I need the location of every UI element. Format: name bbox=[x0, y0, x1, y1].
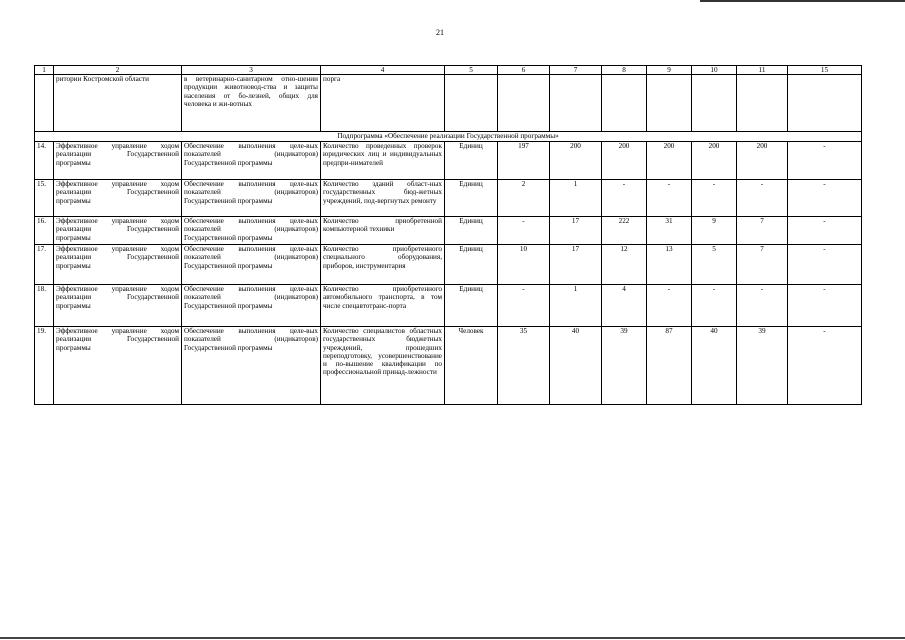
cell-v7: 17 bbox=[550, 245, 602, 285]
cell-v11: 39 bbox=[737, 327, 788, 405]
header-cell: 15 bbox=[788, 66, 862, 75]
cell-v9: 31 bbox=[647, 217, 692, 245]
header-cell: 9 bbox=[647, 66, 692, 75]
cell-num: 14. bbox=[35, 142, 54, 180]
cell-v11: 7 bbox=[737, 217, 788, 245]
cell-v7: 200 bbox=[550, 142, 602, 180]
cell-indicator: Количество зданий област-ных государственных бюд-жетных учреждений, под-вергнутых ремонту bbox=[321, 180, 445, 217]
cell-v8: 4 bbox=[602, 285, 647, 327]
cell-num: 18. bbox=[35, 285, 54, 327]
cell-v7: 1 bbox=[550, 180, 602, 217]
continuation-task: в ветеринарно-санитарном отно-шении продукции животновод-ства и защиты населения от бо-лезней, общих для человека и жи-вотных bbox=[182, 75, 321, 132]
cell-v8: 222 bbox=[602, 217, 647, 245]
cell-v8: - bbox=[602, 180, 647, 217]
cell-task: Обеспечение выполнения целе-вых показателей (индикаторов) Государственной программы bbox=[182, 327, 321, 405]
cell-task: Обеспечение выполнения целе-вых показателей (индикаторов) Государственной программы bbox=[182, 142, 321, 180]
header-cell: 6 bbox=[498, 66, 550, 75]
cell-num: 15. bbox=[35, 180, 54, 217]
header-cell: 2 bbox=[54, 66, 182, 75]
cell-unit: Единиц bbox=[445, 245, 498, 285]
cell-goal: Эффективное управление ходом реализации Государственной программы bbox=[54, 217, 182, 245]
cell-goal: Эффективное управление ходом реализации Государственной программы bbox=[54, 142, 182, 180]
cell-unit: Единиц bbox=[445, 217, 498, 245]
cell-task: Обеспечение выполнения целе-вых показателей (индикаторов) Государственной программы bbox=[182, 245, 321, 285]
cell-num: 17. bbox=[35, 245, 54, 285]
header-cell: 10 bbox=[692, 66, 737, 75]
cell-v11: - bbox=[737, 180, 788, 217]
header-cell: 4 bbox=[321, 66, 445, 75]
cell-v11: 7 bbox=[737, 245, 788, 285]
cell-v15: - bbox=[788, 142, 862, 180]
cell-v6: 197 bbox=[498, 142, 550, 180]
table-body bbox=[35, 142, 862, 405]
cell-v11: 200 bbox=[737, 142, 788, 180]
subprogram-row bbox=[35, 132, 862, 142]
cell-goal: Эффективное управление ходом реализации Государственной программы bbox=[54, 245, 182, 285]
continuation-indicator: порга bbox=[321, 75, 445, 132]
top-edge-line bbox=[700, 0, 905, 2]
cell-v10: 200 bbox=[692, 142, 737, 180]
cell-v9: - bbox=[647, 180, 692, 217]
cell-task: Обеспечение выполнения целе-вых показателей (индикаторов) Государственной программы bbox=[182, 180, 321, 217]
header-cell: 3 bbox=[182, 66, 321, 75]
cell-num: 16. bbox=[35, 217, 54, 245]
cell-v6: 2 bbox=[498, 180, 550, 217]
cell-v15: - bbox=[788, 327, 862, 405]
indicators-table bbox=[34, 65, 862, 405]
cell-goal: Эффективное управление ходом реализации Государственной программы bbox=[54, 180, 182, 217]
cell-goal: Эффективное управление ходом реализации Государственной программы bbox=[54, 285, 182, 327]
table-row bbox=[35, 285, 862, 327]
cell-indicator: Количество специалистов областных государственных бюджетных учреждений, прошедших переподготовку, усовершенствование и по-вышение квалификации по профессиональной принад-лежности bbox=[321, 327, 445, 405]
cell-v9: 200 bbox=[647, 142, 692, 180]
cell-v9: 87 bbox=[647, 327, 692, 405]
cell-v11: - bbox=[737, 285, 788, 327]
cell-v7: 1 bbox=[550, 285, 602, 327]
cell-unit: Единиц bbox=[445, 142, 498, 180]
table-row bbox=[35, 180, 862, 217]
cell-indicator: Количество приобретенного автомобильного транспорта, в том числе спецавтотранс-порта bbox=[321, 285, 445, 327]
cell-v9: - bbox=[647, 285, 692, 327]
cell-v15: - bbox=[788, 245, 862, 285]
cell-v10: 40 bbox=[692, 327, 737, 405]
cell-v6: - bbox=[498, 217, 550, 245]
cell-v10: - bbox=[692, 180, 737, 217]
cell-indicator: Количество приобретенной компьютерной техники bbox=[321, 217, 445, 245]
cell-goal: Эффективное управление ходом реализации Государственной программы bbox=[54, 327, 182, 405]
cell-v10: - bbox=[692, 285, 737, 327]
cell-v15: - bbox=[788, 180, 862, 217]
cell-unit: Человек bbox=[445, 327, 498, 405]
table-row bbox=[35, 217, 862, 245]
header-cell: 11 bbox=[737, 66, 788, 75]
header-cell: 7 bbox=[550, 66, 602, 75]
cell-task: Обеспечение выполнения целе-вых показателей (индикаторов) Государственной программы bbox=[182, 285, 321, 327]
cell-v10: 9 bbox=[692, 217, 737, 245]
cell-v7: 40 bbox=[550, 327, 602, 405]
cell-v10: 5 bbox=[692, 245, 737, 285]
cell-v8: 12 bbox=[602, 245, 647, 285]
cell-v6: - bbox=[498, 285, 550, 327]
page-number: 21 bbox=[436, 28, 444, 37]
cell-v8: 39 bbox=[602, 327, 647, 405]
cell-indicator: Количество приобретенного специального оборудования, приборов, инструментария bbox=[321, 245, 445, 285]
header-cell: 5 bbox=[445, 66, 498, 75]
header-cell: 1 bbox=[35, 66, 54, 75]
cell-num: 19. bbox=[35, 327, 54, 405]
cell-v15: - bbox=[788, 285, 862, 327]
table-row bbox=[35, 142, 862, 180]
cell-unit: Единиц bbox=[445, 285, 498, 327]
cell-v7: 17 bbox=[550, 217, 602, 245]
subprogram-title: Подпрограмма «Обеспечение реализации Государственной программы» bbox=[35, 132, 862, 142]
cell-v8: 200 bbox=[602, 142, 647, 180]
cell-unit: Единиц bbox=[445, 180, 498, 217]
table-row bbox=[35, 245, 862, 285]
cell-v9: 13 bbox=[647, 245, 692, 285]
cell-indicator: Количество проведенных проверок юридических лиц и индивидуальных предпри-нимателей bbox=[321, 142, 445, 180]
continuation-goal: ритории Костромской области bbox=[54, 75, 182, 132]
cell-v15: - bbox=[788, 217, 862, 245]
header-row bbox=[35, 66, 862, 75]
continuation-row bbox=[35, 75, 862, 132]
cell-task: Обеспечение выполнения целе-вых показателей (индикаторов) Государственной программы bbox=[182, 217, 321, 245]
header-cell: 8 bbox=[602, 66, 647, 75]
cell-v6: 35 bbox=[498, 327, 550, 405]
table-row bbox=[35, 327, 862, 405]
cell-v6: 10 bbox=[498, 245, 550, 285]
bottom-edge-line bbox=[0, 637, 905, 639]
